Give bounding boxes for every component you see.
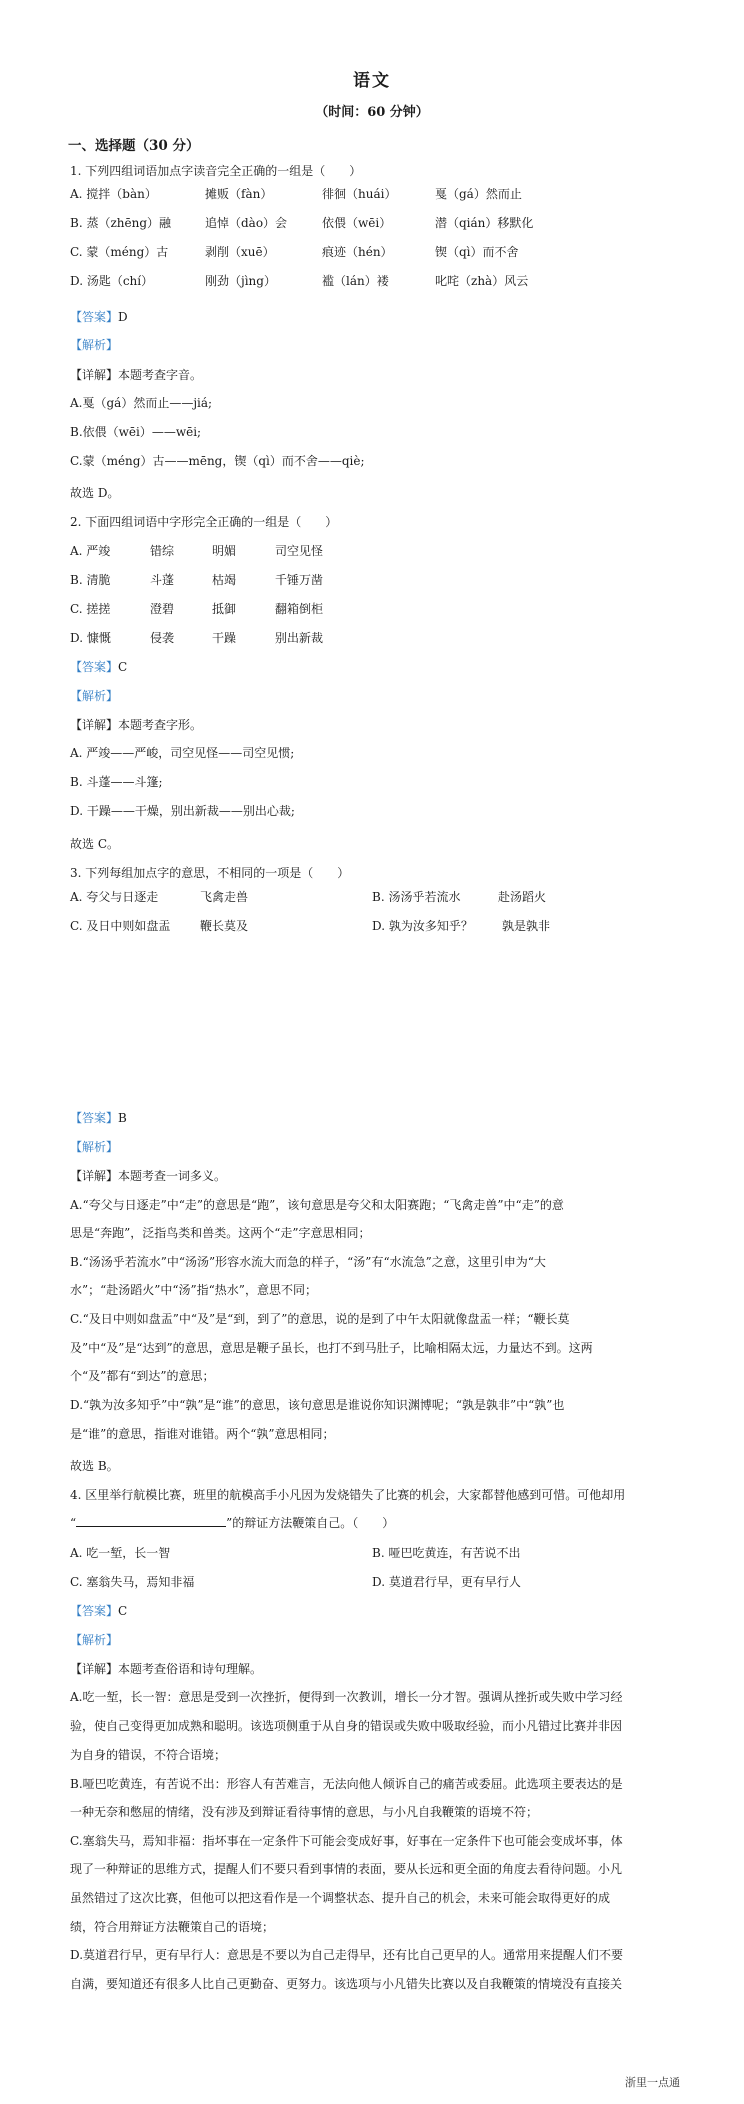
- q4-option-d: D. 莫道君行早，更有早行人: [372, 1575, 521, 1589]
- q4-option-a: A. 吃一堑，长一智: [70, 1546, 171, 1560]
- q4-analysis-label: 【解析】: [70, 1633, 119, 1647]
- answer-label: 【答案】: [70, 660, 119, 674]
- q3-detail-line: C.“及日中则如盘盂”中“及”是“到，到了”的意思，说的是到了中午太阳就像盘盂一样；“鞭长莫: [70, 1312, 570, 1326]
- q3-answer: [70, 1110, 127, 1126]
- q3-detail-line: B.“汤汤乎若流水”中“汤汤”形容水流大而急的样子，“汤”有“水流急”之意，这里引申为“大: [70, 1255, 546, 1269]
- q1-option-d-1: D. 汤匙（chí）: [70, 274, 154, 288]
- q1-detail-line: 【详解】本题考查字音。: [70, 368, 203, 382]
- q2-option-b-3: 枯竭: [212, 573, 237, 587]
- q3-option-c-1: C. 及日中则如盘盂: [70, 919, 171, 933]
- q4-detail-line: 为自身的错误，不符合语境；: [70, 1748, 227, 1762]
- q4-detail-line: 一种无奈和憋屈的情绪，没有涉及到辩证看待事情的意思，与小凡自我鞭策的语境不符；: [70, 1805, 539, 1819]
- q3-stem: 3. 下列每组加点字的意思，不相同的一项是（ ）: [70, 866, 350, 880]
- q1-option-a-1: A. 搅拌（bàn）: [70, 187, 157, 201]
- q3-detail-line: 及”中“及”是“达到”的意思，意思是鞭子虽长，也打不到马肚子，比喻相隔太远，力量达不到。这两: [70, 1341, 593, 1355]
- q1-option-b-3: 依偎（wēi）: [322, 216, 392, 230]
- q4-option-b: B. 哑巴吃黄连，有苦说不出: [372, 1546, 521, 1560]
- q1-detail-line: A.戛（gá）然而止——jiá;: [70, 396, 213, 410]
- q4-detail-line: A.吃一堑，长一智：意思是受到一次挫折，便得到一次教训，增长一分才智。强调从挫折或失败中学习经: [70, 1690, 623, 1704]
- answer-label: 【答案】: [70, 1604, 119, 1618]
- q1-option-a-2: 摊贩（fàn）: [205, 187, 273, 201]
- q1-answer: [70, 309, 128, 325]
- q4-detail-line: 现了一种辩证的思维方式，提醒人们不要只看到事情的表面，要从长远和更全面的角度去看待问题。小凡: [70, 1862, 623, 1876]
- q2-option-c-2: 澄碧: [150, 602, 175, 616]
- q2-option-a-1: A. 严竣: [70, 544, 111, 558]
- q3-detail-line: 水”；“赴汤蹈火”中“汤”指“热水”，意思不同；: [70, 1283, 317, 1297]
- q2-detail-line: B. 斗蓬——斗篷;: [70, 775, 163, 789]
- q3-option-c-2: 鞭长莫及: [200, 919, 249, 933]
- q3-detail-line: 故选 B。: [70, 1459, 119, 1473]
- q4-stem-line-2: [70, 1515, 394, 1531]
- q1-option-b-4: 潜（qián）移默化: [435, 216, 534, 230]
- q1-detail-line: 故选 D。: [70, 486, 120, 500]
- exam-time: （时间：60 分钟）: [315, 105, 429, 120]
- answer-label: 【答案】: [70, 1111, 119, 1125]
- q2-option-c-1: C. 搓搓: [70, 602, 111, 616]
- q4-answer-value: C: [118, 1604, 128, 1618]
- q1-stem: 1. 下列四组词语加点字读音完全正确的一组是（ ）: [70, 164, 362, 178]
- q2-option-a-3: 明媚: [212, 544, 237, 558]
- q3-detail-line: 是“谁”的意思，指谁对谁错。两个“孰”意思相同；: [70, 1427, 335, 1441]
- q1-option-b-2: 追悼（dào）会: [205, 216, 288, 230]
- q1-option-c-2: 剥削（xuē）: [205, 245, 275, 259]
- q3-option-b-2: 赴汤蹈火: [498, 890, 547, 904]
- q4-answer: [70, 1603, 127, 1619]
- q3-detail-line: 个“及”都有“到达”的意思；: [70, 1369, 215, 1383]
- q2-option-d-4: 别出新裁: [275, 631, 324, 645]
- q1-option-b-1: B. 蒸（zhēng）融: [70, 216, 172, 230]
- q2-detail-line: D. 干躁——干燥，别出新裁——别出心裁;: [70, 804, 295, 818]
- q4-detail-line: 自满，要知道还有很多人比自己更勤奋、更努力。该选项与小凡错失比赛以及自我鞭策的情境没有直接关: [70, 1977, 623, 1991]
- q2-analysis-label: 【解析】: [70, 689, 119, 703]
- answer-label: 【答案】: [70, 310, 119, 324]
- q3-option-a-1: A. 夸父与日逐走: [70, 890, 159, 904]
- q1-detail-line: B.依偎（wēi）——wēi;: [70, 425, 202, 439]
- q1-option-a-3: 徘徊（huái）: [322, 187, 397, 201]
- q4-stem-line-1: 4. 区里举行航模比赛，班里的航模高手小凡因为发烧错失了比赛的机会，大家都替他感到可惜。可他却用: [70, 1488, 626, 1502]
- q2-stem: 2. 下面四组词语中字形完全正确的一组是（ ）: [70, 515, 338, 529]
- q2-option-d-2: 侵袭: [150, 631, 175, 645]
- q4-detail-line: 验，使自己变得更加成熟和聪明。该选项侧重于从自身的错误或失败中吸取经验，而小凡错过比赛并非因: [70, 1719, 623, 1733]
- q1-option-d-4: 叱咤（zhà）风云: [435, 274, 529, 288]
- q3-detail-line: 思是“奔跑”，泛指鸟类和兽类。这两个“走”字意思相同；: [70, 1226, 371, 1240]
- q1-analysis-label: 【解析】: [70, 338, 119, 352]
- page-footer-brand: 浙里一点通: [625, 2076, 680, 2089]
- q2-answer: [70, 659, 127, 675]
- q2-option-b-4: 千锤万凿: [275, 573, 324, 587]
- q4-option-c: C. 塞翁失马，焉知非福: [70, 1575, 195, 1589]
- q3-detail-line: A.“夸父与日逐走”中“走”的意思是“跑”，该句意思是夸父和太阳赛跑；“飞禽走兽”中“走”的意: [70, 1198, 564, 1212]
- q2-detail-line: 故选 C。: [70, 837, 119, 851]
- q2-option-c-3: 抵御: [212, 602, 237, 616]
- q2-option-c-4: 翻箱倒柜: [275, 602, 324, 616]
- q3-answer-value: B: [118, 1111, 127, 1125]
- q2-option-d-1: D. 慷慨: [70, 631, 111, 645]
- q2-detail-line: 【详解】本题考查字形。: [70, 718, 203, 732]
- q1-option-d-3: 褴（lán）褛: [322, 274, 389, 288]
- q4-detail-line: 【详解】本题考查俗语和诗句理解。: [70, 1662, 263, 1676]
- q3-option-a-2: 飞禽走兽: [200, 890, 249, 904]
- q1-option-d-2: 刚劲（jìng）: [205, 274, 276, 288]
- q2-option-a-4: 司空见怪: [275, 544, 324, 558]
- q4-fill-blank: [76, 1516, 226, 1527]
- q3-analysis-label: 【解析】: [70, 1140, 119, 1154]
- q1-option-c-1: C. 蒙（méng）古: [70, 245, 169, 259]
- q1-option-c-3: 痕迹（hén）: [322, 245, 393, 259]
- q2-option-b-1: B. 清脆: [70, 573, 111, 587]
- q3-option-d-2: 孰是孰非: [502, 919, 551, 933]
- q2-option-d-3: 干躁: [212, 631, 237, 645]
- q3-option-b-1: B. 汤汤乎若流水: [372, 890, 461, 904]
- q4-detail-line: B.哑巴吃黄连，有苦说不出：形容人有苦难言，无法向他人倾诉自己的痛苦或委屈。此选项主要表达的是: [70, 1777, 623, 1791]
- q1-answer-value: D: [118, 310, 128, 324]
- q4-detail-line: C.塞翁失马，焉知非福：指坏事在一定条件下可能会变成好事，好事在一定条件下也可能会变成坏事，体: [70, 1834, 623, 1848]
- q4-stem-open-quote: “: [70, 1516, 77, 1530]
- q3-option-d-1: D. 孰为汝多知乎？: [372, 919, 473, 933]
- q3-detail-line: 【详解】本题考查一词多义。: [70, 1169, 227, 1183]
- page-title: 语文: [353, 71, 391, 91]
- q4-detail-line: 绩，符合用辩证方法鞭策自己的语境；: [70, 1920, 275, 1934]
- q4-detail-line: D.莫道君行早，更有早行人：意思是不要以为自己走得早，还有比自己更早的人。通常用来提醒人们不要: [70, 1948, 624, 1962]
- q2-option-a-2: 错综: [150, 544, 175, 558]
- q2-option-b-2: 斗蓬: [150, 573, 175, 587]
- q1-option-a-4: 戛（gá）然而止: [435, 187, 522, 201]
- q3-detail-line: D.“孰为汝多知乎”中“孰”是“谁”的意思，该句意思是谁说你知识渊博呢；“孰是孰非”中“孰”也: [70, 1398, 565, 1412]
- section-heading: 一、选择题（30 分）: [68, 138, 200, 154]
- q2-detail-line: A. 严竣——严峻，司空见怪——司空见惯;: [70, 746, 295, 760]
- q1-option-c-4: 锲（qì）而不舍: [435, 245, 519, 259]
- q1-detail-line: C.蒙（méng）古——mēng，锲（qì）而不舍——qiè;: [70, 454, 365, 468]
- q4-stem-tail: ”的辩证方法鞭策自己。（ ）: [226, 1516, 395, 1530]
- q2-answer-value: C: [118, 660, 128, 674]
- q4-detail-line: 虽然错过了这次比赛，但他可以把这看作是一个调整状态、提升自己的机会，未来可能会取得更好的成: [70, 1891, 611, 1905]
